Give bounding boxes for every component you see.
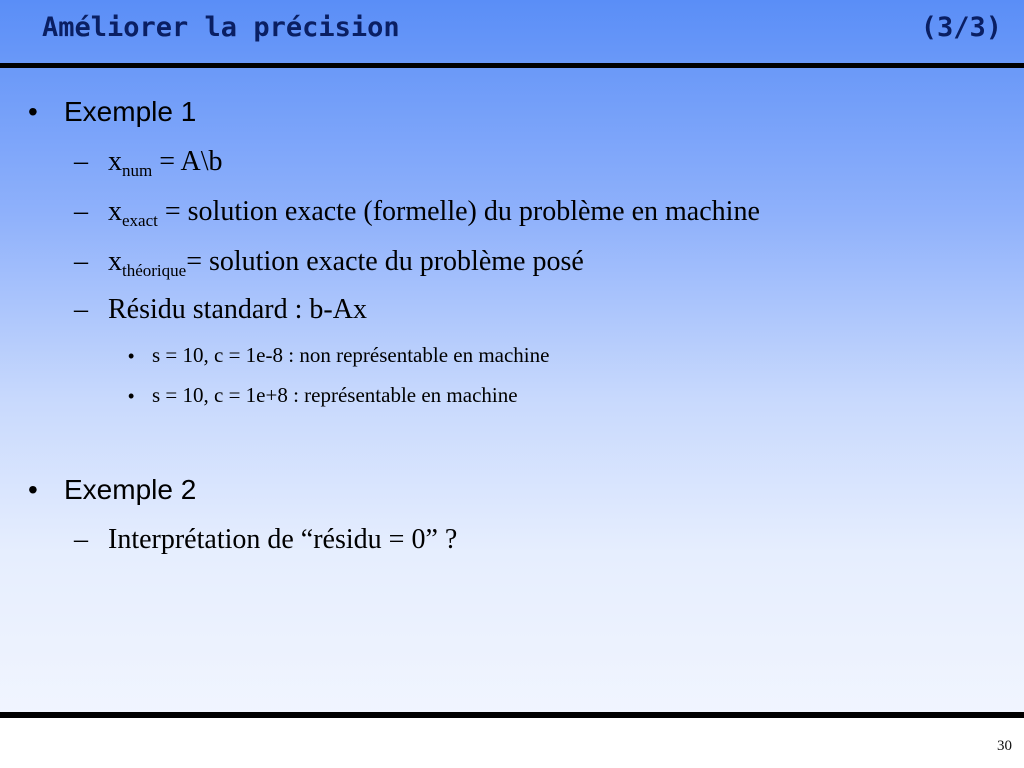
slide-title-page-indicator: (3/3) bbox=[920, 12, 1002, 43]
sub-bullet-text: = A\b bbox=[152, 146, 223, 177]
sub-sub-bullet-representable bbox=[128, 383, 518, 408]
dash-marker: – bbox=[74, 246, 88, 277]
bullet-exemple-2 bbox=[28, 474, 196, 506]
bullet-label: Exemple 2 bbox=[64, 474, 197, 505]
sub-bullet-residu bbox=[74, 294, 367, 326]
dash-marker: – bbox=[74, 146, 88, 177]
sub-sub-bullet-non-representable bbox=[128, 343, 549, 368]
sub-sub-bullet-text: s = 10, c = 1e+8 : représentable en machine bbox=[152, 383, 518, 407]
sub-bullet-interpretation bbox=[74, 524, 457, 556]
title-divider bbox=[0, 63, 1024, 68]
sub-bullet-text: = solution exacte du problème posé bbox=[186, 246, 584, 277]
dash-marker: – bbox=[74, 294, 88, 325]
sub-bullet-xexact bbox=[74, 196, 760, 228]
sub-bullet-text: Résidu standard : b-Ax bbox=[108, 294, 367, 325]
bullet-exemple-1 bbox=[28, 96, 196, 128]
slide-number: 30 bbox=[997, 738, 1012, 754]
variable: x bbox=[108, 196, 122, 227]
slide-title: Améliorer la précision bbox=[42, 12, 400, 43]
dash-marker: – bbox=[74, 524, 88, 555]
variable-subscript: num bbox=[122, 161, 153, 180]
variable-subscript: théorique bbox=[122, 261, 187, 280]
sub-bullet-text: = solution exacte (formelle) du problème en machine bbox=[157, 196, 760, 227]
sub-sub-bullet-text: s = 10, c = 1e-8 : non représentable en machine bbox=[152, 343, 550, 367]
sub-bullet-text: Interprétation de “résidu = 0” ? bbox=[108, 524, 458, 555]
variable-subscript: exact bbox=[122, 211, 158, 230]
dash-marker: – bbox=[74, 196, 88, 227]
variable: x bbox=[108, 146, 122, 177]
bullet-label: Exemple 1 bbox=[64, 96, 197, 127]
footer-area bbox=[0, 718, 1024, 768]
sub-bullet-xnum bbox=[74, 146, 222, 178]
bullet-marker: • bbox=[28, 96, 38, 127]
dot-marker: • bbox=[128, 386, 135, 406]
dot-marker: • bbox=[128, 346, 135, 366]
sub-bullet-xtheorique bbox=[74, 246, 584, 278]
variable: x bbox=[108, 246, 122, 277]
bullet-marker: • bbox=[28, 474, 38, 505]
